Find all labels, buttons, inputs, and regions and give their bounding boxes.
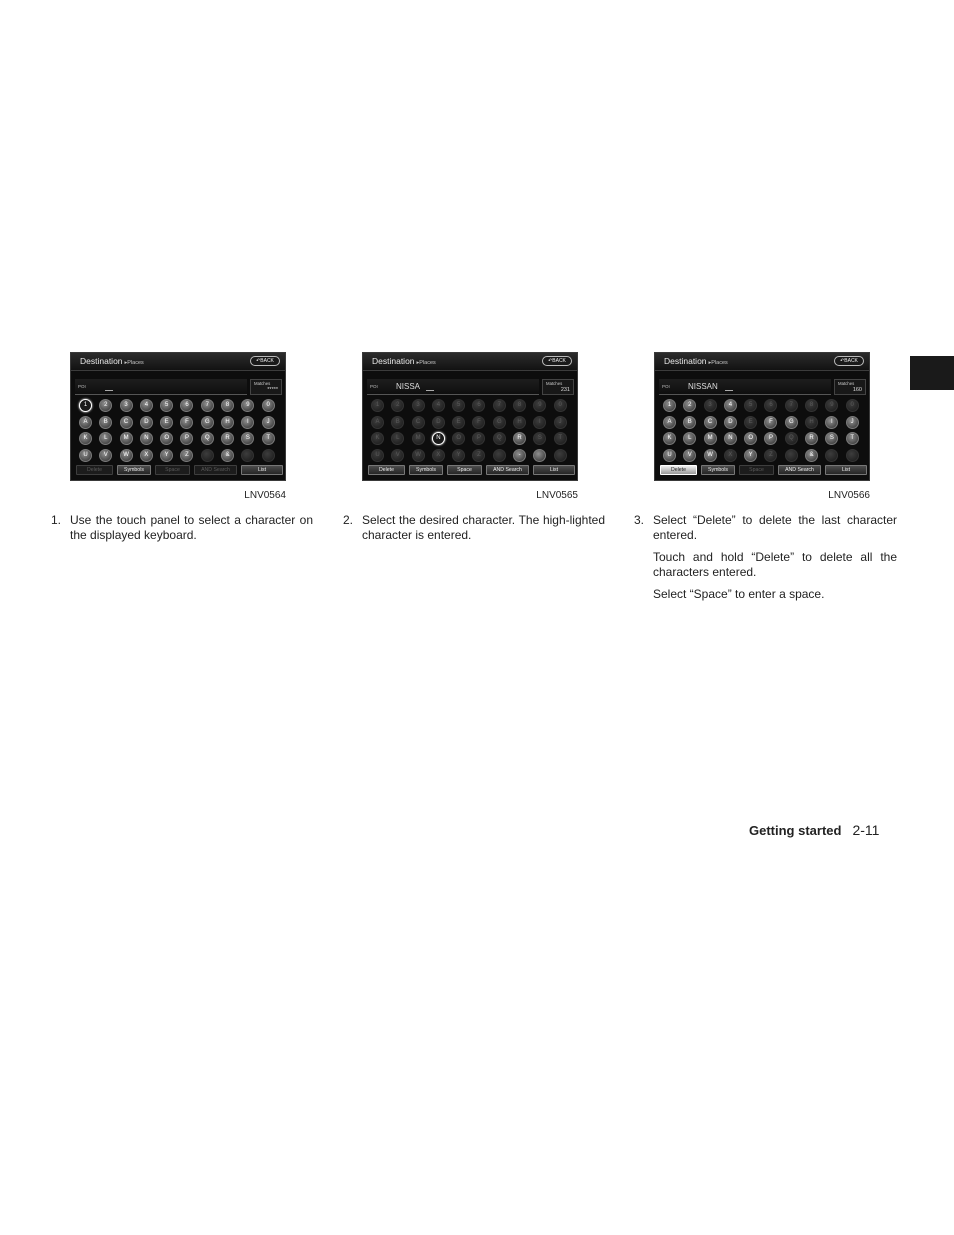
list-button[interactable]: List — [241, 465, 283, 475]
key-j[interactable]: J — [846, 416, 859, 429]
step-text: Use the touch panel to select a character on the displayed keyboard. — [70, 513, 313, 542]
key-w[interactable]: W — [412, 449, 425, 462]
key-x[interactable]: X — [140, 449, 153, 462]
key-z[interactable]: Z — [180, 449, 193, 462]
figure-2 — [362, 352, 578, 501]
screen-header — [655, 353, 869, 371]
list-button[interactable]: List — [825, 465, 867, 475]
key-q[interactable]: Q — [493, 432, 506, 445]
text-cursor — [105, 390, 113, 391]
key-h[interactable]: H — [805, 416, 818, 429]
key-j[interactable]: J — [262, 416, 275, 429]
symbols-button[interactable]: Symbols — [117, 465, 151, 475]
symbols-button[interactable]: Symbols — [409, 465, 443, 475]
key-m[interactable]: M — [704, 432, 717, 445]
key-n[interactable]: N — [140, 432, 153, 445]
key-e[interactable]: E — [160, 416, 173, 429]
step-column-1 — [51, 513, 313, 550]
matches-count: ***** — [267, 387, 278, 393]
search-input[interactable] — [659, 379, 831, 395]
step-3 — [634, 513, 897, 542]
figure-code: LNV0565 — [536, 490, 578, 501]
key-a[interactable]: A — [663, 416, 676, 429]
key-5[interactable]: 5 — [452, 399, 465, 412]
key-4[interactable]: 4 — [724, 399, 737, 412]
character-keyboard — [371, 399, 567, 462]
keyboard-actions — [660, 465, 870, 475]
matches-label: Matches — [838, 381, 855, 386]
back-button[interactable]: ↶BACK — [542, 356, 572, 366]
key-9[interactable]: 9 — [825, 399, 838, 412]
screen-title: Destination ▸Places — [372, 356, 436, 366]
key-w[interactable]: W — [704, 449, 717, 462]
breadcrumb: ▸Places — [124, 360, 144, 366]
breadcrumb: ▸Places — [416, 360, 436, 366]
key-m[interactable]: M — [120, 432, 133, 445]
back-arrow-icon: ↶ — [548, 358, 553, 364]
key-k[interactable]: K — [663, 432, 676, 445]
key-blank[interactable] — [262, 449, 275, 462]
figure-code: LNV0566 — [828, 490, 870, 501]
key-m[interactable]: M — [412, 432, 425, 445]
matches-box — [542, 379, 574, 395]
key-v[interactable]: V — [391, 449, 404, 462]
key-0[interactable]: 0 — [846, 399, 859, 412]
key-o[interactable]: O — [452, 432, 465, 445]
key-c[interactable]: C — [704, 416, 717, 429]
key-l[interactable]: L — [683, 432, 696, 445]
key-h[interactable]: H — [221, 416, 234, 429]
key-c[interactable]: C — [412, 416, 425, 429]
space-button[interactable]: Space — [155, 465, 190, 475]
nav-screen — [362, 352, 578, 481]
key-blank[interactable] — [554, 449, 567, 462]
matches-count: 231 — [560, 387, 570, 393]
input-value: NISSA — [396, 382, 421, 391]
figure-code: LNV0564 — [244, 490, 286, 501]
key-amp[interactable]: & — [221, 449, 234, 462]
key-5[interactable]: 5 — [744, 399, 757, 412]
key-t[interactable]: T — [846, 432, 859, 445]
key-blank[interactable] — [201, 449, 214, 462]
nav-screen — [70, 352, 286, 481]
key-0[interactable]: 0 — [262, 399, 275, 412]
delete-button[interactable]: Delete — [76, 465, 113, 475]
key-k[interactable]: K — [371, 432, 384, 445]
key-7[interactable]: 7 — [785, 399, 798, 412]
key-p[interactable]: P — [472, 432, 485, 445]
step-number: 2. — [343, 513, 354, 527]
key-8[interactable]: 8 — [513, 399, 526, 412]
page-number: 2-11 — [852, 822, 880, 838]
key-r[interactable]: R — [221, 432, 234, 445]
text-cursor — [725, 390, 733, 391]
key-0[interactable]: 0 — [554, 399, 567, 412]
search-input[interactable] — [75, 379, 247, 395]
step-3-note-hold: Touch and hold “Delete” to delete all the characters entered. — [653, 550, 897, 579]
and-search-button[interactable]: AND Search — [194, 465, 237, 475]
key-y[interactable]: Y — [160, 449, 173, 462]
matches-label: Matches — [546, 381, 563, 386]
key-a[interactable]: A — [79, 416, 92, 429]
key-z[interactable]: Z — [472, 449, 485, 462]
figure-3 — [654, 352, 870, 501]
key-p[interactable]: P — [764, 432, 777, 445]
key-x[interactable]: X — [432, 449, 445, 462]
step-column-3 — [634, 513, 897, 610]
key-r[interactable]: R — [513, 432, 526, 445]
text-cursor — [426, 390, 434, 391]
key-8[interactable]: 8 — [805, 399, 818, 412]
key-i[interactable]: I — [825, 416, 838, 429]
key-g[interactable]: G — [201, 416, 214, 429]
key-blank[interactable] — [785, 449, 798, 462]
space-button[interactable]: Space — [447, 465, 482, 475]
key-2[interactable]: 2 — [391, 399, 404, 412]
nav-screen — [654, 352, 870, 481]
key-7[interactable]: 7 — [201, 399, 214, 412]
matches-box — [250, 379, 282, 395]
step-number: 1. — [51, 513, 62, 527]
key-k[interactable]: K — [79, 432, 92, 445]
section-tab-marker — [910, 356, 954, 390]
step-text: Select “Delete” to delete the last character entered. — [653, 513, 897, 542]
key-c[interactable]: C — [120, 416, 133, 429]
key-2[interactable]: 2 — [683, 399, 696, 412]
poi-label: POI — [370, 384, 378, 389]
keyboard-actions — [368, 465, 578, 475]
key-t[interactable]: T — [554, 432, 567, 445]
figure-1 — [70, 352, 286, 501]
key-l[interactable]: L — [391, 432, 404, 445]
key-d[interactable]: D — [724, 416, 737, 429]
key-b[interactable]: B — [683, 416, 696, 429]
key-q[interactable]: Q — [201, 432, 214, 445]
key-9[interactable]: 9 — [533, 399, 546, 412]
back-arrow-icon: ↶ — [256, 358, 261, 364]
key-7[interactable]: 7 — [493, 399, 506, 412]
delete-button[interactable]: Delete — [368, 465, 405, 475]
key-f[interactable]: F — [472, 416, 485, 429]
key-y[interactable]: Y — [452, 449, 465, 462]
back-button[interactable]: ↶BACK — [834, 356, 864, 366]
keyboard-actions — [76, 465, 286, 475]
and-search-button[interactable]: AND Search — [778, 465, 821, 475]
key-amp[interactable]: & — [805, 449, 818, 462]
page-footer — [749, 822, 879, 838]
key-1[interactable]: 1 — [79, 399, 92, 412]
step-2 — [343, 513, 605, 542]
screen-title: Destination ▸Places — [80, 356, 144, 366]
key-q[interactable]: Q — [785, 432, 798, 445]
key-blank[interactable] — [493, 449, 506, 462]
screen-header — [71, 353, 285, 371]
input-value: NISSAN — [688, 382, 718, 391]
key-v[interactable]: V — [683, 449, 696, 462]
key-b[interactable]: B — [391, 416, 404, 429]
back-button[interactable]: ↶BACK — [250, 356, 280, 366]
key-u[interactable]: U — [371, 449, 384, 462]
key-t[interactable]: T — [262, 432, 275, 445]
key-o[interactable]: O — [160, 432, 173, 445]
step-number: 3. — [634, 513, 645, 527]
key-w[interactable]: W — [120, 449, 133, 462]
step-3-note-space: Select “Space” to enter a space. — [653, 587, 825, 601]
list-button[interactable]: List — [533, 465, 575, 475]
screen-header — [363, 353, 577, 371]
search-input[interactable] — [367, 379, 539, 395]
key-6[interactable]: 6 — [180, 399, 193, 412]
step-text: Select the desired character. The high-lighted character is entered. — [362, 513, 605, 542]
step-1 — [51, 513, 313, 542]
poi-label: POI — [78, 384, 86, 389]
key-x[interactable]: X — [724, 449, 737, 462]
matches-box — [834, 379, 866, 395]
key-1[interactable]: 1 — [663, 399, 676, 412]
key-1[interactable]: 1 — [371, 399, 384, 412]
key-blank[interactable] — [241, 449, 254, 462]
key-8[interactable]: 8 — [221, 399, 234, 412]
key-z[interactable]: Z — [764, 449, 777, 462]
symbols-button[interactable]: Symbols — [701, 465, 735, 475]
key-3[interactable]: 3 — [704, 399, 717, 412]
step-column-2 — [343, 513, 605, 550]
space-button[interactable]: Space — [739, 465, 774, 475]
key-9[interactable]: 9 — [241, 399, 254, 412]
key-l[interactable]: L — [99, 432, 112, 445]
key-4[interactable]: 4 — [432, 399, 445, 412]
key-dash[interactable]: - — [513, 449, 526, 462]
section-name: Getting started — [749, 823, 842, 838]
key-h[interactable]: H — [513, 416, 526, 429]
key-e[interactable]: E — [452, 416, 465, 429]
key-u[interactable]: U — [663, 449, 676, 462]
back-arrow-icon: ↶ — [840, 358, 845, 364]
key-i[interactable]: I — [533, 416, 546, 429]
screen-title: Destination ▸Places — [664, 356, 728, 366]
key-r[interactable]: R — [805, 432, 818, 445]
key-2[interactable]: 2 — [99, 399, 112, 412]
key-6[interactable]: 6 — [764, 399, 777, 412]
key-p[interactable]: P — [180, 432, 193, 445]
delete-button[interactable]: Delete — [660, 465, 697, 475]
key-3[interactable]: 3 — [412, 399, 425, 412]
key-s[interactable]: S — [533, 432, 546, 445]
key-s[interactable]: S — [241, 432, 254, 445]
key-i[interactable]: I — [241, 416, 254, 429]
character-keyboard — [663, 399, 859, 462]
key-f[interactable]: F — [764, 416, 777, 429]
key-d[interactable]: D — [140, 416, 153, 429]
key-g[interactable]: G — [493, 416, 506, 429]
key-y[interactable]: Y — [744, 449, 757, 462]
matches-count: 160 — [852, 387, 862, 393]
key-g[interactable]: G — [785, 416, 798, 429]
key-j[interactable]: J — [554, 416, 567, 429]
key-b[interactable]: B — [99, 416, 112, 429]
key-blank[interactable] — [825, 449, 838, 462]
key-5[interactable]: 5 — [160, 399, 173, 412]
and-search-button[interactable]: AND Search — [486, 465, 529, 475]
character-keyboard — [79, 399, 275, 462]
key-s[interactable]: S — [825, 432, 838, 445]
matches-label: Matches — [254, 381, 271, 386]
key-o[interactable]: O — [744, 432, 757, 445]
key-4[interactable]: 4 — [140, 399, 153, 412]
key-n[interactable]: N — [432, 432, 445, 445]
key-a[interactable]: A — [371, 416, 384, 429]
key-u[interactable]: U — [79, 449, 92, 462]
key-e[interactable]: E — [744, 416, 757, 429]
key-blank[interactable] — [846, 449, 859, 462]
key-blank[interactable] — [533, 449, 546, 462]
key-n[interactable]: N — [724, 432, 737, 445]
key-f[interactable]: F — [180, 416, 193, 429]
key-3[interactable]: 3 — [120, 399, 133, 412]
breadcrumb: ▸Places — [708, 360, 728, 366]
key-d[interactable]: D — [432, 416, 445, 429]
key-6[interactable]: 6 — [472, 399, 485, 412]
key-v[interactable]: V — [99, 449, 112, 462]
poi-label: POI — [662, 384, 670, 389]
